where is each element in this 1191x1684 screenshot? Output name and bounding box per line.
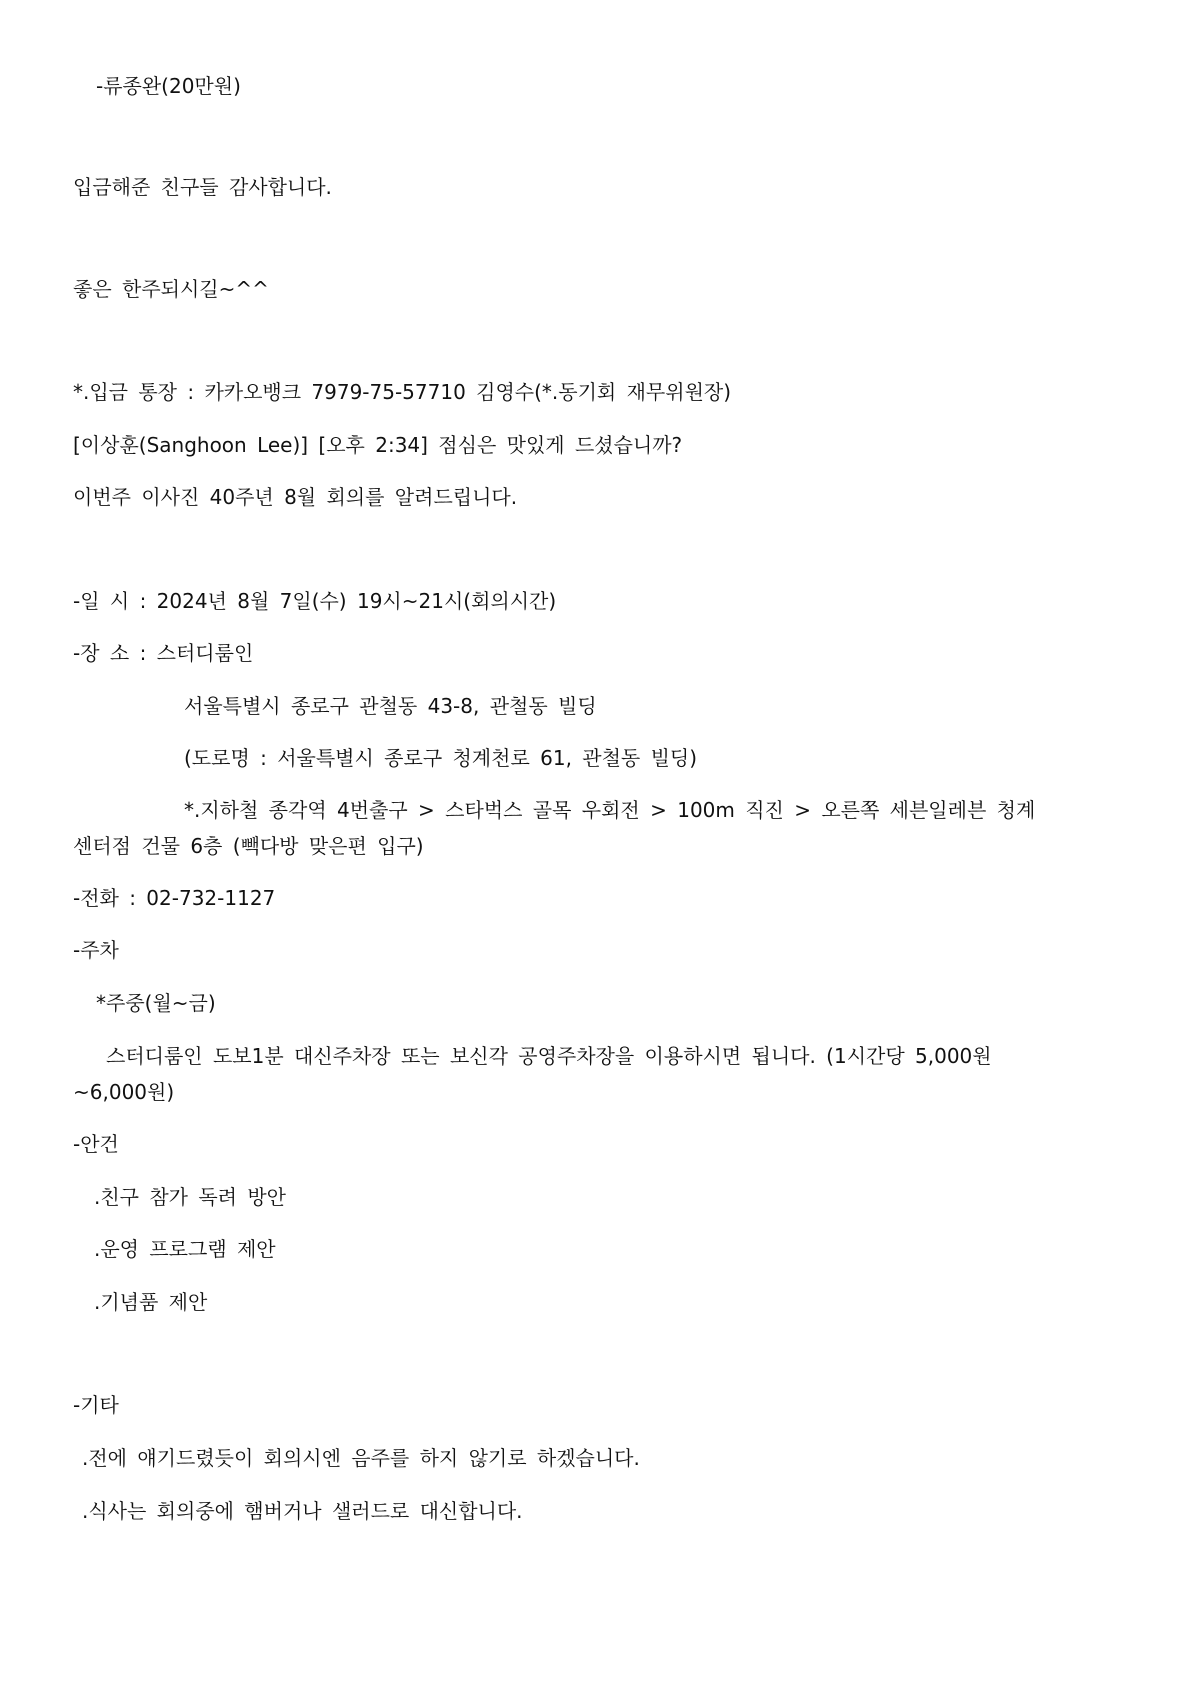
parking-info-line-1: 스터디룸인 도보1분 대신주차장 또는 보신각 공영주차장을 이용하시면 됩니다. (1시간당 5,000원 xyxy=(106,1044,992,1068)
agenda-item: .운영 프로그램 제안 xyxy=(94,1237,276,1261)
thanks-line: 입금해준 친구들 감사합니다. xyxy=(73,175,332,199)
parking-info-line-2: ~6,000원) xyxy=(73,1080,175,1104)
meeting-place-line: -장 소 : 스터디룸인 xyxy=(73,641,254,665)
account-line: *.입금 통장 : 카카오뱅크 7979-75-57710 김영수(*.동기회 재무위원장) xyxy=(73,380,732,404)
agenda-item: .기념품 제안 xyxy=(94,1290,208,1314)
other-title: -기타 xyxy=(73,1393,119,1417)
greeting-line: 좋은 한주되시길~^^ xyxy=(73,277,269,301)
agenda-item: .친구 참가 독려 방안 xyxy=(94,1185,286,1209)
message-header-line: [이상훈(Sanghoon Lee)] [오후 2:34] 점심은 맛있게 드셨습니까? xyxy=(73,433,683,457)
donor-line: -류종완(20만원) xyxy=(96,74,241,98)
meeting-road-address-line: (도로명 : 서울특별시 종로구 청계천로 61, 관철동 빌딩) xyxy=(184,746,698,770)
announcement-line: 이번주 이사진 40주년 8월 회의를 알려드립니다. xyxy=(73,485,518,509)
agenda-title: -안건 xyxy=(73,1132,119,1156)
meeting-datetime-line: -일 시 : 2024년 8월 7일(수) 19시~21시(회의시간) xyxy=(73,589,557,613)
parking-title: -주차 xyxy=(73,938,119,962)
other-item: .전에 얘기드렸듯이 회의시엔 음주를 하지 않기로 하겠습니다. xyxy=(82,1446,640,1470)
parking-weekday-line: *주중(월~금) xyxy=(96,991,216,1015)
directions-line-2: 센터점 건물 6층 (빽다방 맞은편 입구) xyxy=(73,834,424,858)
phone-line: -전화 : 02-732-1127 xyxy=(73,886,276,910)
meeting-address-line: 서울특별시 종로구 관철동 43-8, 관철동 빌딩 xyxy=(184,694,597,718)
directions-line-1: *.지하철 종각역 4번출구 > 스타벅스 골목 우회전 > 100m 직진 > 오른쪽 세븐일레븐 청계 xyxy=(184,798,1036,822)
other-item: .식사는 회의중에 햄버거나 샐러드로 대신합니다. xyxy=(82,1499,523,1523)
